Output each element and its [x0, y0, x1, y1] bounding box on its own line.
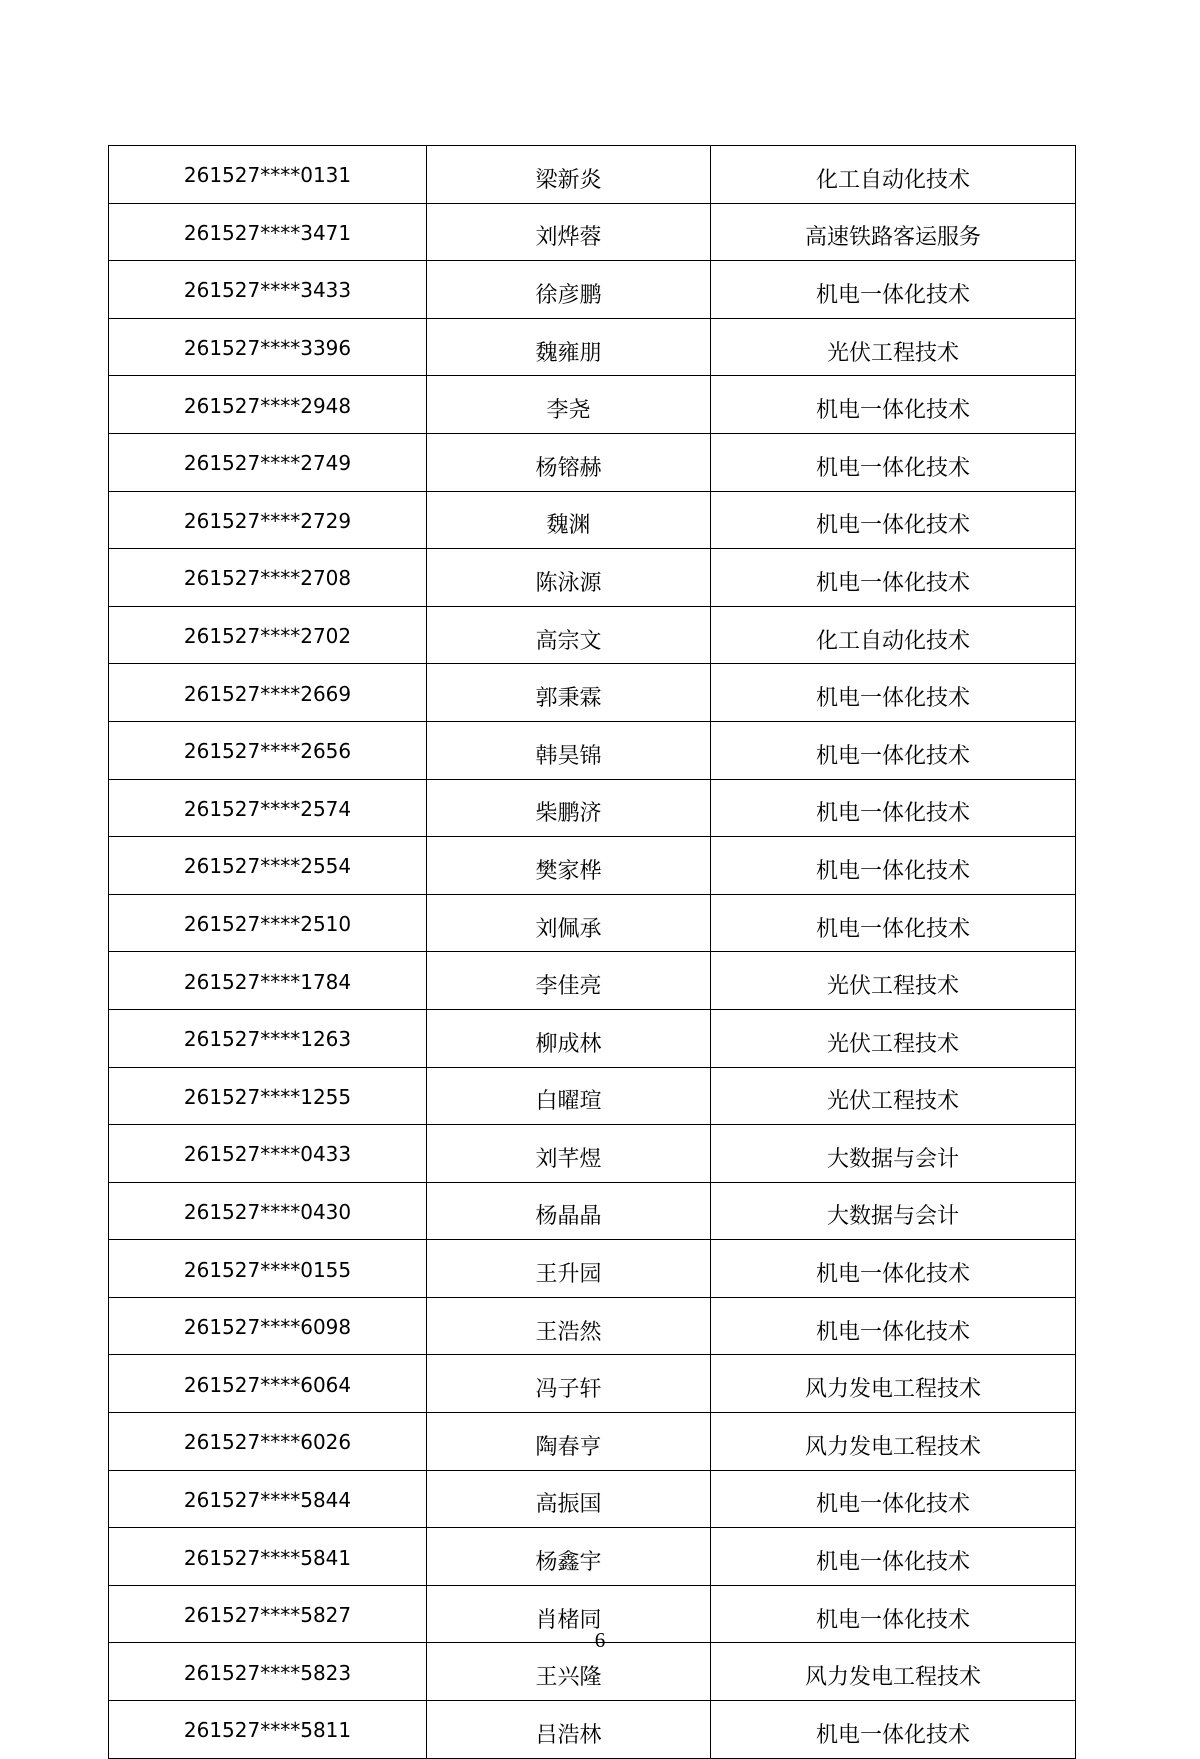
table-row	[109, 721, 1076, 779]
table-row	[109, 1528, 1076, 1586]
student-id-cell: 261527****2510	[109, 894, 427, 952]
table-row	[109, 1182, 1076, 1240]
major-cell: 光伏工程技术	[711, 952, 1076, 1010]
major-cell: 机电一体化技术	[711, 1585, 1076, 1643]
student-name-cell: 郭秉霖	[427, 664, 711, 722]
student-name-cell: 高振国	[427, 1470, 711, 1528]
major-cell: 机电一体化技术	[711, 721, 1076, 779]
student-name-cell: 柳成林	[427, 1009, 711, 1067]
major-cell: 风力发电工程技术	[711, 1413, 1076, 1471]
student-id-cell: 261527****1263	[109, 1009, 427, 1067]
major-cell: 机电一体化技术	[711, 261, 1076, 319]
student-id-cell: 261527****0131	[109, 146, 427, 204]
student-name-cell: 刘烨蓉	[427, 203, 711, 261]
table-row	[109, 606, 1076, 664]
student-name-cell: 王升园	[427, 1240, 711, 1298]
student-id-cell: 261527****5811	[109, 1701, 427, 1759]
major-cell: 光伏工程技术	[711, 1067, 1076, 1125]
student-name-cell: 李佳亮	[427, 952, 711, 1010]
table-row	[109, 376, 1076, 434]
student-id-cell: 261527****0430	[109, 1182, 427, 1240]
major-cell: 机电一体化技术	[711, 1297, 1076, 1355]
table-row	[109, 1413, 1076, 1471]
table-row	[109, 433, 1076, 491]
table-row	[109, 779, 1076, 837]
student-id-cell: 261527****2554	[109, 837, 427, 895]
student-id-cell: 261527****2702	[109, 606, 427, 664]
major-cell: 机电一体化技术	[711, 894, 1076, 952]
student-id-cell: 261527****2729	[109, 491, 427, 549]
table-row	[109, 1240, 1076, 1298]
student-name-cell: 冯子轩	[427, 1355, 711, 1413]
table-row	[109, 837, 1076, 895]
student-name-cell: 陶春亨	[427, 1413, 711, 1471]
student-name-cell: 柴鹏济	[427, 779, 711, 837]
student-name-cell: 韩昊锦	[427, 721, 711, 779]
student-name-cell: 白曜瑄	[427, 1067, 711, 1125]
major-cell: 光伏工程技术	[711, 318, 1076, 376]
student-id-cell: 261527****5827	[109, 1585, 427, 1643]
student-id-cell: 261527****3471	[109, 203, 427, 261]
student-id-cell: 261527****6026	[109, 1413, 427, 1471]
student-id-cell: 261527****2749	[109, 433, 427, 491]
table-row	[109, 1009, 1076, 1067]
student-id-cell: 261527****0433	[109, 1125, 427, 1183]
table-row	[109, 952, 1076, 1010]
student-name-cell: 吕浩林	[427, 1701, 711, 1759]
student-id-cell: 261527****3396	[109, 318, 427, 376]
major-cell: 机电一体化技术	[711, 376, 1076, 434]
student-name-cell: 王兴隆	[427, 1643, 711, 1701]
major-cell: 机电一体化技术	[711, 1470, 1076, 1528]
table-row	[109, 1125, 1076, 1183]
student-name-cell: 高宗文	[427, 606, 711, 664]
table-row	[109, 146, 1076, 204]
major-cell: 机电一体化技术	[711, 779, 1076, 837]
major-cell: 光伏工程技术	[711, 1009, 1076, 1067]
student-id-cell: 261527****2669	[109, 664, 427, 722]
major-cell: 风力发电工程技术	[711, 1643, 1076, 1701]
major-cell: 大数据与会计	[711, 1182, 1076, 1240]
table-row	[109, 318, 1076, 376]
major-cell: 机电一体化技术	[711, 491, 1076, 549]
student-name-cell: 梁新炎	[427, 146, 711, 204]
table-row	[109, 894, 1076, 952]
student-id-cell: 261527****2948	[109, 376, 427, 434]
student-name-cell: 魏渊	[427, 491, 711, 549]
student-id-cell: 261527****6098	[109, 1297, 427, 1355]
table-row	[109, 491, 1076, 549]
student-name-cell: 杨晶晶	[427, 1182, 711, 1240]
major-cell: 机电一体化技术	[711, 837, 1076, 895]
student-name-cell: 李尧	[427, 376, 711, 434]
major-cell: 机电一体化技术	[711, 664, 1076, 722]
major-cell: 风力发电工程技术	[711, 1355, 1076, 1413]
page-number: 6	[594, 1628, 606, 1652]
student-id-cell: 261527****1784	[109, 952, 427, 1010]
student-id-cell: 261527****3433	[109, 261, 427, 319]
student-name-cell: 刘佩承	[427, 894, 711, 952]
major-cell: 机电一体化技术	[711, 549, 1076, 607]
student-name-cell: 樊家桦	[427, 837, 711, 895]
major-cell: 机电一体化技术	[711, 433, 1076, 491]
student-id-cell: 261527****2574	[109, 779, 427, 837]
table-row	[109, 664, 1076, 722]
student-id-cell: 261527****6064	[109, 1355, 427, 1413]
table-row	[109, 1297, 1076, 1355]
major-cell: 高速铁路客运服务	[711, 203, 1076, 261]
table-row	[109, 549, 1076, 607]
student-name-cell: 王浩然	[427, 1297, 711, 1355]
student-name-cell: 肖楮同	[427, 1585, 711, 1643]
major-cell: 机电一体化技术	[711, 1240, 1076, 1298]
major-cell: 化工自动化技术	[711, 146, 1076, 204]
table-row	[109, 1470, 1076, 1528]
student-name-cell: 陈泳源	[427, 549, 711, 607]
student-id-cell: 261527****5823	[109, 1643, 427, 1701]
student-name-cell: 刘芊煜	[427, 1125, 711, 1183]
student-id-cell: 261527****5841	[109, 1528, 427, 1586]
roster-table-body	[109, 146, 1076, 1759]
table-row	[109, 203, 1076, 261]
student-id-cell: 261527****1255	[109, 1067, 427, 1125]
major-cell: 机电一体化技术	[711, 1528, 1076, 1586]
student-name-cell: 魏雍朋	[427, 318, 711, 376]
roster-table	[108, 145, 1076, 1759]
table-row	[109, 1701, 1076, 1759]
student-id-cell: 261527****0155	[109, 1240, 427, 1298]
student-name-cell: 杨鑫宇	[427, 1528, 711, 1586]
major-cell: 大数据与会计	[711, 1125, 1076, 1183]
student-id-cell: 261527****2656	[109, 721, 427, 779]
student-id-cell: 261527****2708	[109, 549, 427, 607]
student-id-cell: 261527****5844	[109, 1470, 427, 1528]
student-name-cell: 徐彦鹏	[427, 261, 711, 319]
major-cell: 化工自动化技术	[711, 606, 1076, 664]
table-row	[109, 1355, 1076, 1413]
table-row	[109, 1067, 1076, 1125]
student-name-cell: 杨镕赫	[427, 433, 711, 491]
major-cell: 机电一体化技术	[711, 1701, 1076, 1759]
table-row	[109, 261, 1076, 319]
